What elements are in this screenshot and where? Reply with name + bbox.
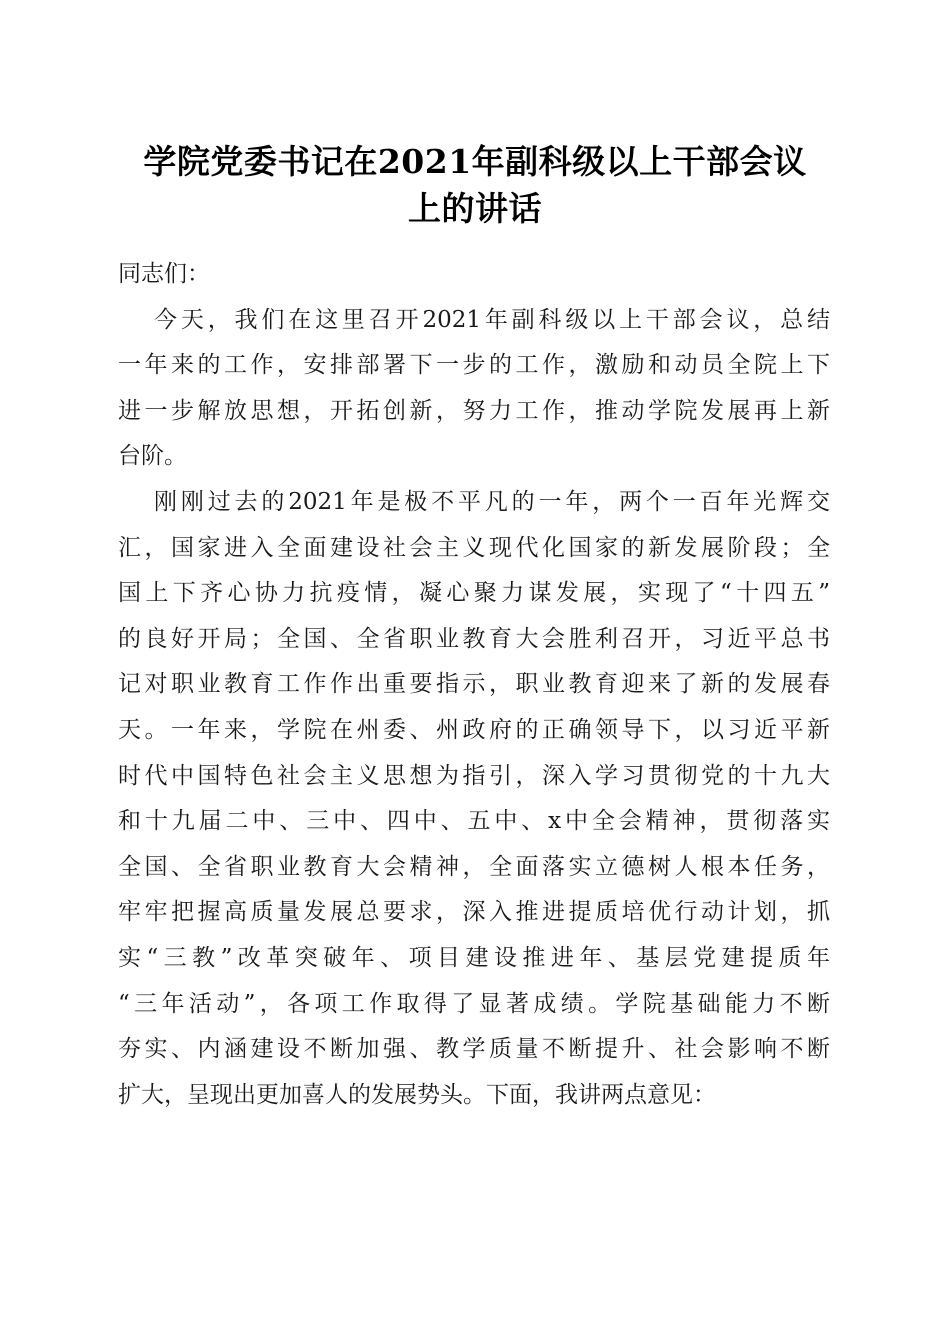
paragraph-1 <box>118 298 830 480</box>
paragraph-line: 国上下齐心协力抗疫情，凝心聚力谋发展，实现了“十四五” <box>118 580 830 607</box>
paragraph-line: 台阶。 <box>118 443 187 470</box>
paragraph-line: 天。一年来，学院在州委、州政府的正确领导下，以习近平新 <box>118 716 830 743</box>
document-title <box>118 138 832 232</box>
paragraph-line: “三年活动”，各项工作取得了显著成绩。学院基础能力不断 <box>118 990 830 1017</box>
paragraph-2 <box>118 480 830 1118</box>
paragraph-line: 实“三教”改革突破年、项目建设推进年、基层党建提质年 <box>118 944 830 971</box>
title-line-1: 学院党委书记在2021年副科级以上干部会议 <box>143 142 807 181</box>
paragraph-line: 和十九届二中、三中、四中、五中、x中全会精神，贯彻落实 <box>118 808 830 835</box>
paragraph-line: 时代中国特色社会主义思想为指引，深入学习贯彻党的十九大 <box>118 762 830 789</box>
title-line-2: 上的讲话 <box>408 189 542 228</box>
salutation: 同志们： <box>118 261 210 287</box>
paragraph-line: 进一步解放思想，开拓创新，努力工作，推动学院发展再上新 <box>118 397 830 424</box>
paragraph-line: 夯实、内涵建设不断加强、教学质量不断提升、社会影响不断 <box>118 1036 830 1063</box>
paragraph-line: 牢牢把握高质量发展总要求，深入推进提质培优行动计划，抓 <box>118 899 830 926</box>
paragraph-line: 记对职业教育工作作出重要指示，职业教育迎来了新的发展春 <box>118 671 830 698</box>
paragraph-line: 刚刚过去的2021年是极不平凡的一年，两个一百年光辉交 <box>154 488 830 515</box>
paragraph-line: 的良好开局；全国、全省职业教育大会胜利召开，习近平总书 <box>118 625 830 652</box>
document-body <box>118 252 830 1118</box>
paragraph-line: 一年来的工作，安排部署下一步的工作，激励和动员全院上下 <box>118 352 830 379</box>
paragraph-line: 扩大，呈现出更加喜人的发展势头。下面，我讲两点意见： <box>118 1081 716 1108</box>
paragraph-line: 汇，国家进入全面建设社会主义现代化国家的新发展阶段；全 <box>118 534 830 561</box>
paragraph-line: 今天，我们在这里召开2021年副科级以上干部会议，总结 <box>154 306 830 333</box>
paragraph-line: 全国、全省职业教育大会精神，全面落实立德树人根本任务， <box>118 853 830 880</box>
